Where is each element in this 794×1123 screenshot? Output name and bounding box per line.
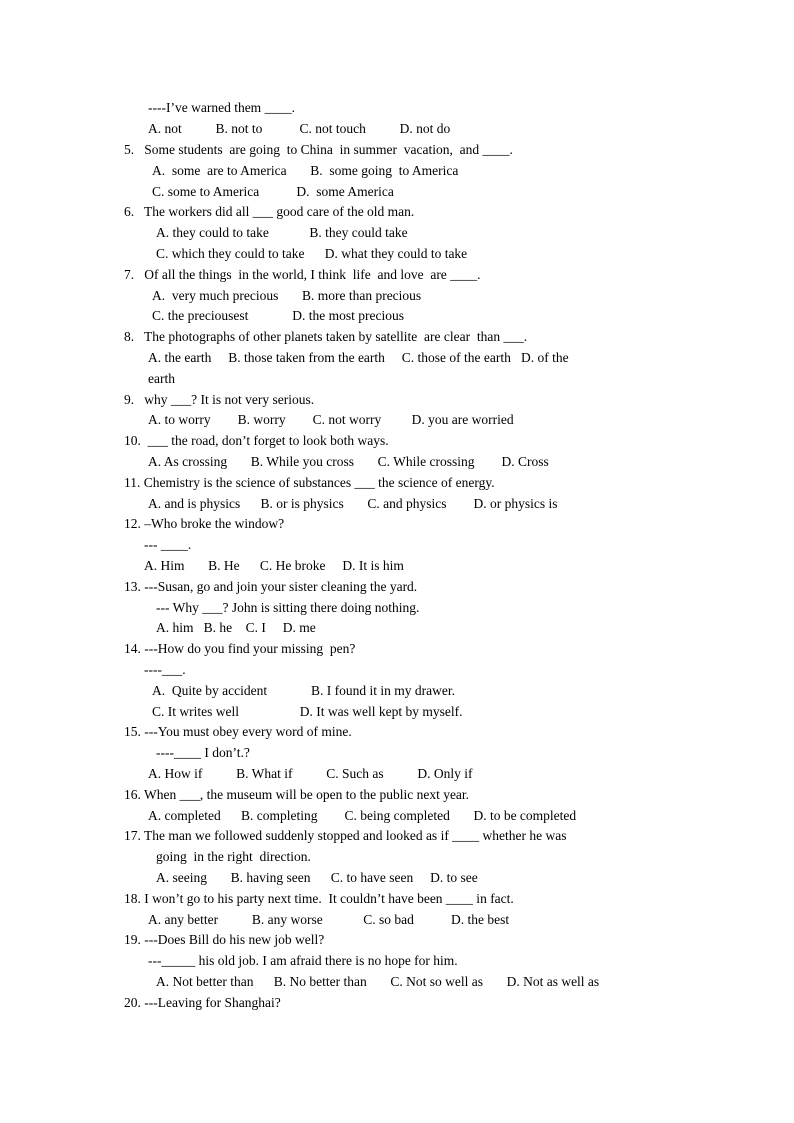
question-14-stem: 14. ---How do you find your missing pen? [124, 641, 356, 656]
question-12-stem: 12. –Who broke the window? [124, 516, 285, 531]
question-19-stem: 19. ---Does Bill do his new job well? [124, 932, 325, 947]
question-13-stem: 13. ---Susan, go and join your sister cleaning the yard. [124, 579, 418, 594]
question-19-response: ---_____ his old job. I am afraid there is no hope for him. [148, 953, 458, 968]
question-11-stem: 11. Chemistry is the science of substances ___ the science of energy. [124, 475, 495, 490]
question-5-options-ab: A. some are to America B. some going to America [152, 163, 459, 178]
question-10-options: A. As crossing B. While you cross C. While crossing D. Cross [148, 454, 549, 469]
question-6-stem: 6. The workers did all ___ good care of the old man. [124, 204, 415, 219]
question-15-stem: 15. ---You must obey every word of mine. [124, 724, 352, 739]
question-16-options: A. completed B. completing C. being completed D. to be completed [148, 808, 577, 823]
question-15-options: A. How if B. What if C. Such as D. Only if [148, 766, 473, 781]
question-9-stem: 9. why ___? It is not very serious. [124, 392, 315, 407]
question-6-options-ab: A. they could to take B. they could take [156, 225, 408, 240]
question-15-response: ----____ I don’t.? [156, 745, 250, 760]
question-5-options-cd: C. some to America D. some America [152, 184, 394, 199]
question-17-stem-wrap: going in the right direction. [156, 849, 311, 864]
question-6-options-cd: C. which they could to take D. what they could to take [156, 246, 468, 261]
question-5-stem: 5. Some students are going to China in summer vacation, and ____. [124, 142, 513, 157]
question-4-response: ----I’ve warned them ____. [148, 100, 295, 115]
question-7-options-ab: A. very much precious B. more than precious [152, 288, 422, 303]
question-7-stem: 7. Of all the things in the world, I think life and love are ____. [124, 267, 481, 282]
question-19-options: A. Not better than B. No better than C. Not so well as D. Not as well as [156, 974, 600, 989]
question-11-options: A. and is physics B. or is physics C. and physics D. or physics is [148, 496, 558, 511]
question-8-options-wrap: earth [148, 371, 175, 386]
question-14-options-cd: C. It writes well D. It was well kept by myself. [152, 704, 463, 719]
question-18-stem: 18. I won’t go to his party next time. It couldn’t have been ____ in fact. [124, 891, 514, 906]
question-20-stem: 20. ---Leaving for Shanghai? [124, 995, 281, 1010]
question-14-response: ----___. [144, 662, 186, 677]
question-16-stem: 16. When ___, the museum will be open to the public next year. [124, 787, 470, 802]
question-13-response: --- Why ___? John is sitting there doing nothing. [156, 600, 420, 615]
question-8-stem: 8. The photographs of other planets taken by satellite are clear than ___. [124, 329, 528, 344]
question-12-options: A. Him B. He C. He broke D. It is him [144, 558, 404, 573]
question-7-options-cd: C. the preciousest D. the most precious [152, 308, 404, 323]
question-17-stem: 17. The man we followed suddenly stopped and looked as if ____ whether he was [124, 828, 567, 843]
question-17-options: A. seeing B. having seen C. to have seen D. to see [156, 870, 478, 885]
question-18-options: A. any better B. any worse C. so bad D. the best [148, 912, 510, 927]
question-14-options-ab: A. Quite by accident B. I found it in my drawer. [152, 683, 455, 698]
question-4-options: A. not B. not to C. not touch D. not do [148, 121, 451, 136]
question-12-response: --- ____. [144, 537, 192, 552]
question-13-options: A. him B. he C. I D. me [156, 620, 316, 635]
question-8-options: A. the earth B. those taken from the earth C. those of the earth D. of the [148, 350, 569, 365]
question-9-options: A. to worry B. worry C. not worry D. you are worried [148, 412, 514, 427]
question-10-stem: 10. ___ the road, don’t forget to look both ways. [124, 433, 389, 448]
